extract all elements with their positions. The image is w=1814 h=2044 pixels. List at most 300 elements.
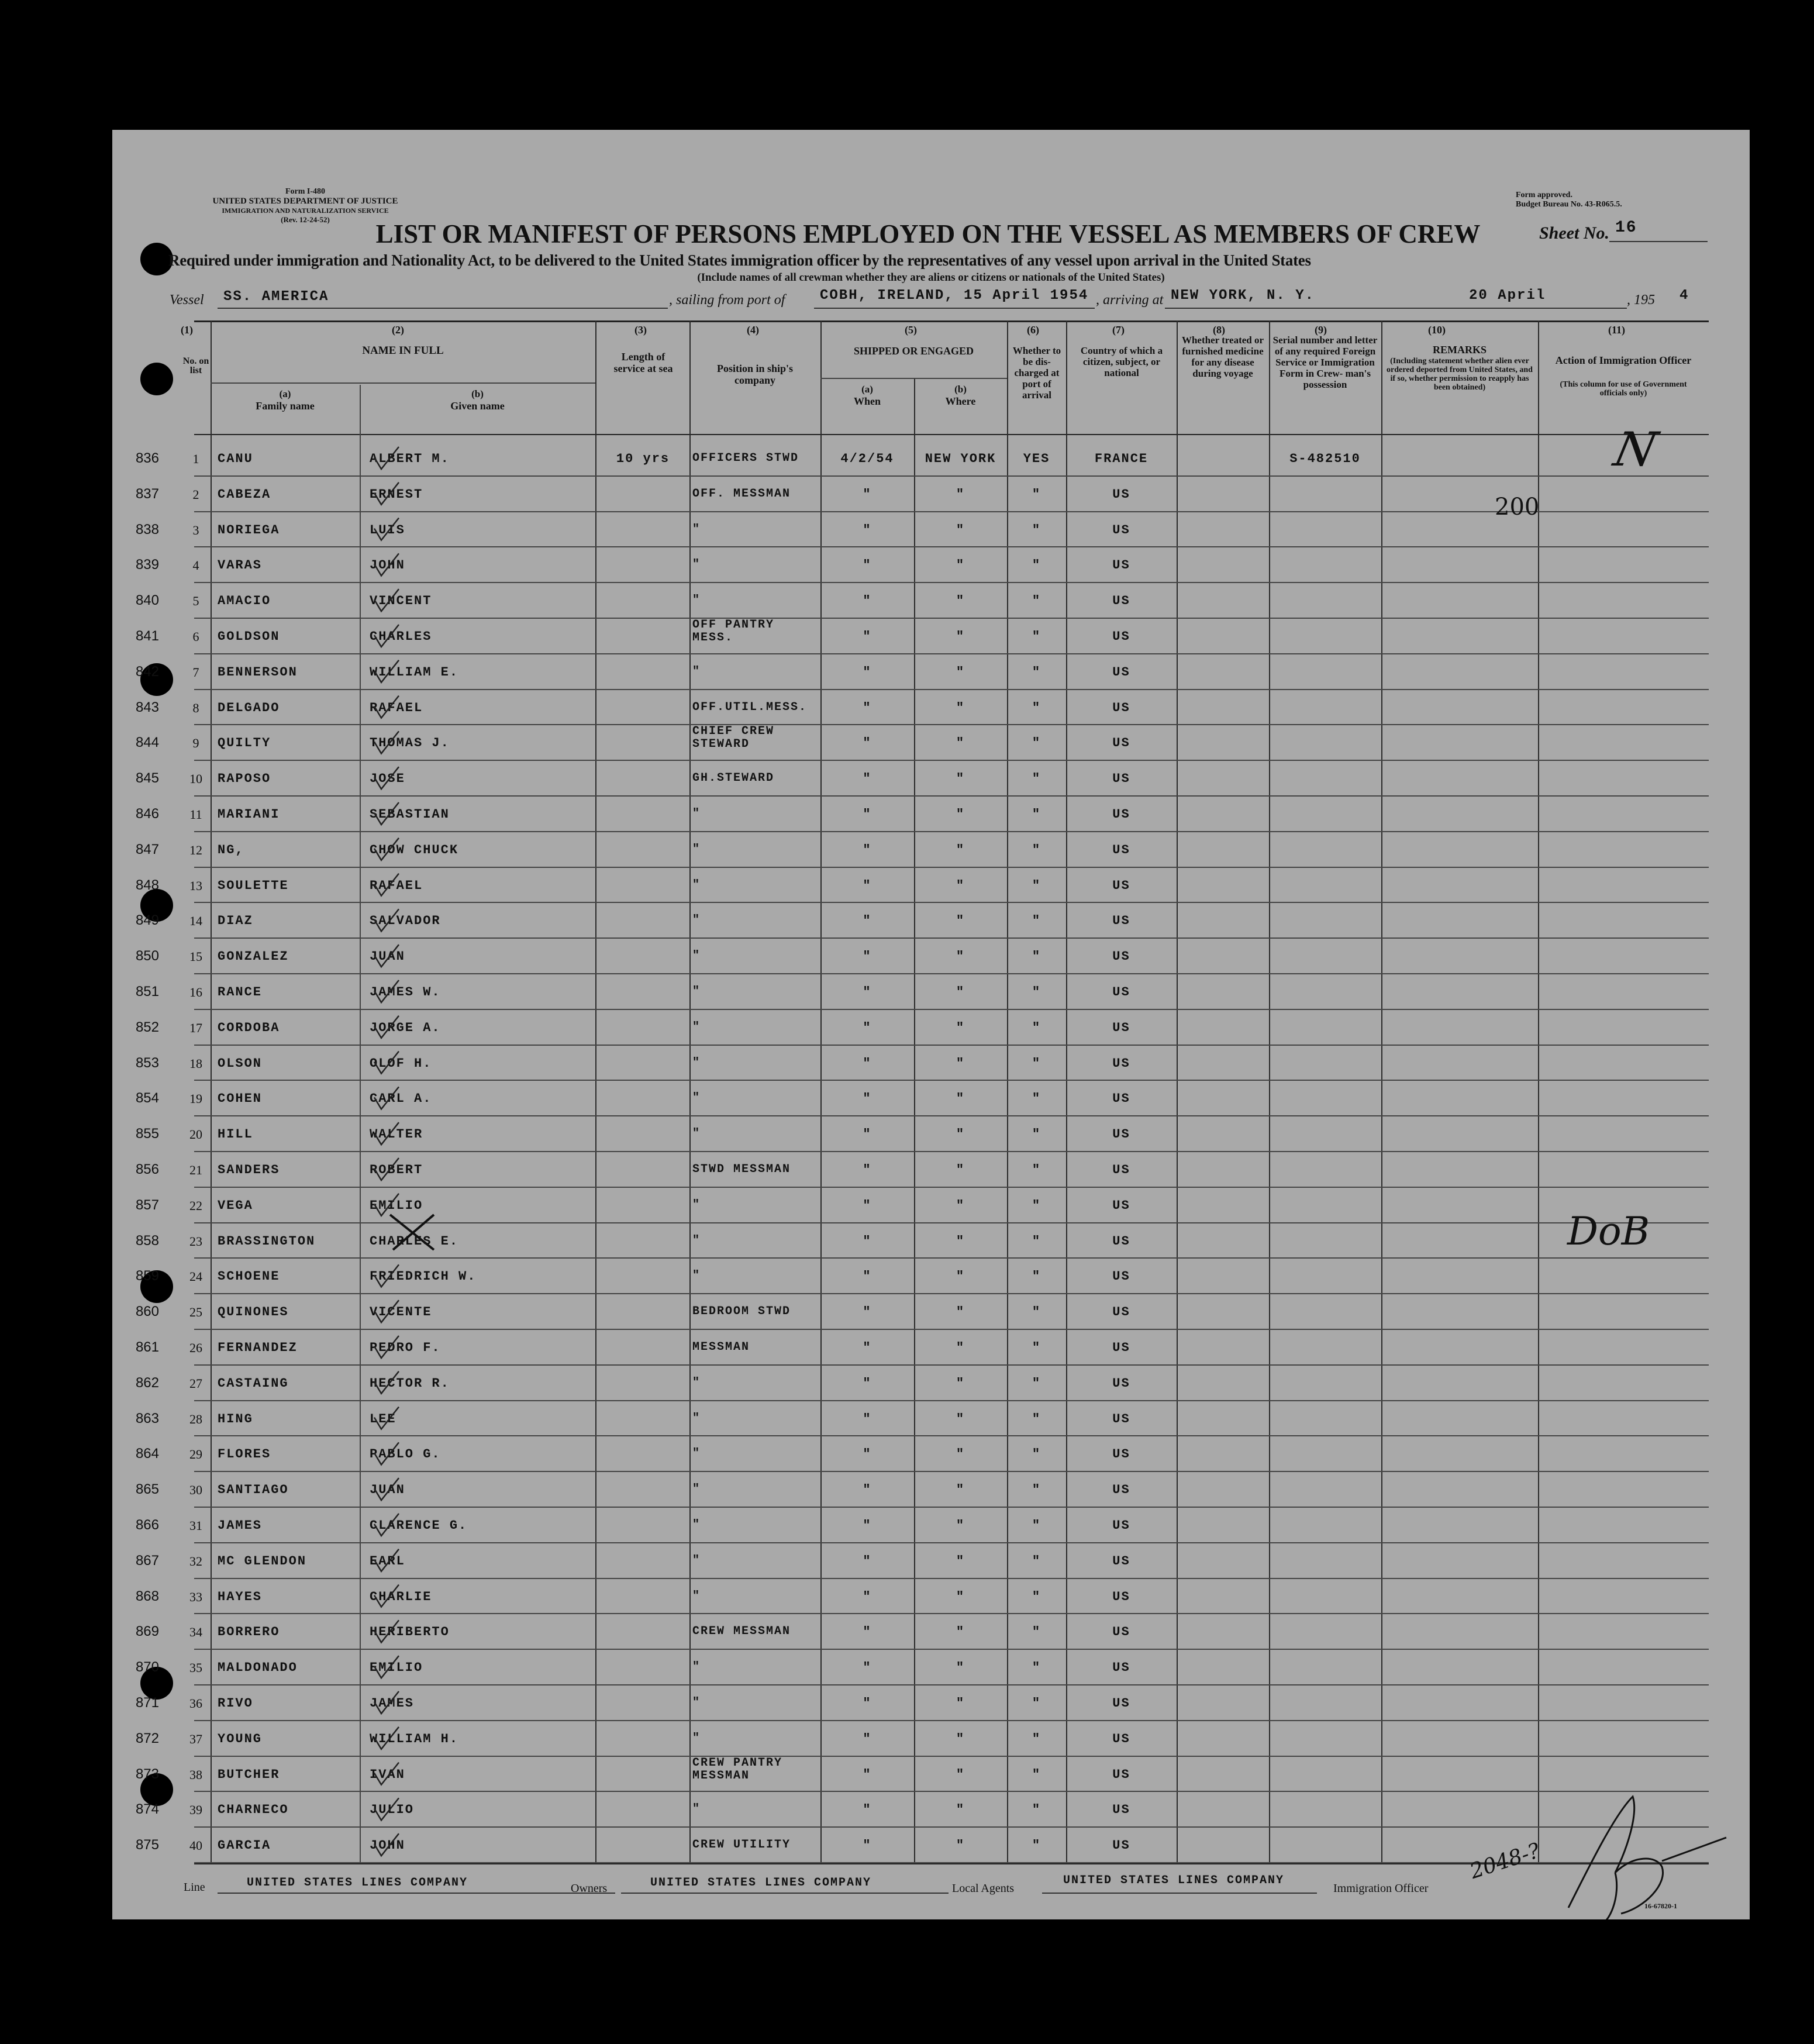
cell-disch: " <box>1032 985 1042 999</box>
hdr-given: Given name <box>450 400 505 412</box>
cell-no: 33 <box>189 1589 202 1604</box>
cell-no: 7 <box>192 664 199 680</box>
cell-country: US <box>1112 1198 1130 1213</box>
arriving-label: , arriving at <box>1096 292 1164 308</box>
cell-country: US <box>1112 1091 1130 1107</box>
cell-position: " <box>692 1233 701 1247</box>
cell-country: US <box>1112 1305 1130 1320</box>
check-mark <box>374 589 399 611</box>
cell-where: " <box>956 1376 965 1391</box>
cell-when: " <box>863 487 872 502</box>
cell-disch: " <box>1032 487 1042 502</box>
budget-number: Budget Bureau No. 43-R065.5. <box>1516 200 1622 209</box>
cell-no: 10 <box>189 771 202 787</box>
x-mark-row23 <box>387 1212 440 1253</box>
cell-position: " <box>692 1411 701 1425</box>
check-mark <box>374 1442 399 1464</box>
cell-given: CHARLES E. <box>370 1233 459 1249</box>
cell-where: " <box>956 1305 965 1320</box>
cell-given: JORGE A. <box>370 1020 441 1035</box>
cell-country: US <box>1112 878 1130 893</box>
revision: (Rev. 12-24-52) <box>281 215 330 224</box>
officer-signature <box>1545 1791 1732 1919</box>
cell-family: SANDERS <box>218 1163 280 1177</box>
row-left-number: 867 <box>135 1552 159 1569</box>
cell-family: CHARNECO <box>218 1802 289 1818</box>
cell-when: " <box>863 878 872 893</box>
cell-where: " <box>956 771 965 787</box>
cell-country: US <box>1112 1411 1130 1426</box>
cell-position: CREW PANTRY MESSMAN <box>692 1756 783 1783</box>
cell-given: LEE <box>370 1411 396 1426</box>
cell-where: " <box>956 1340 965 1355</box>
cell-given: JOHN <box>370 1838 405 1853</box>
row-left-number: 856 <box>135 1161 159 1177</box>
check-mark <box>374 1656 399 1678</box>
cell-given: VICENTE <box>370 1305 432 1320</box>
cell-no: 13 <box>189 878 202 893</box>
cell-disch: " <box>1032 629 1042 644</box>
cell-position: " <box>692 1518 701 1532</box>
cell-when: 4/2/54 <box>840 451 894 466</box>
cell-when: " <box>863 700 872 715</box>
row-left-number: 860 <box>135 1304 159 1320</box>
cell-country: US <box>1112 1802 1130 1818</box>
row-left-number: 868 <box>135 1588 159 1604</box>
cell-when: " <box>863 558 872 573</box>
cell-position: " <box>692 1483 701 1497</box>
cell-no: 18 <box>189 1056 202 1071</box>
service: IMMIGRATION AND NATURALIZATION SERVICE <box>222 206 389 215</box>
cell-disch: " <box>1032 594 1042 609</box>
cell-given: JOHN <box>370 558 405 573</box>
cell-country: US <box>1112 1838 1130 1853</box>
row-left-number: 838 <box>135 521 159 537</box>
cell-where: " <box>956 1802 965 1818</box>
cell-when: " <box>863 949 872 964</box>
cell-when: " <box>863 1767 872 1782</box>
cell-country: US <box>1112 1625 1130 1640</box>
cell-country: US <box>1112 1127 1130 1142</box>
form-approved: Form approved. <box>1516 191 1572 199</box>
cell-position: " <box>692 1447 701 1461</box>
check-mark <box>374 447 399 469</box>
cell-country: US <box>1112 949 1130 964</box>
cell-given: VINCENT <box>370 594 432 609</box>
cell-given: RAFAEL <box>370 878 423 893</box>
cell-no: 24 <box>189 1269 202 1284</box>
cell-disch: " <box>1032 1625 1042 1640</box>
cell-country: US <box>1112 487 1130 502</box>
cell-country: US <box>1112 664 1130 680</box>
hdr-family: Family name <box>256 400 315 412</box>
cell-given: LUIS <box>370 522 405 537</box>
year-label: , 195 <box>1627 292 1655 308</box>
hdr-country: Country of which a citizen, subject, or national <box>1080 345 1163 378</box>
cell-given: JAMES <box>370 1696 415 1711</box>
cell-disch: " <box>1032 1305 1042 1320</box>
cell-family: QUINONES <box>218 1305 289 1320</box>
row-left-number: 840 <box>135 592 159 609</box>
form-number: Form I-480 <box>285 187 326 196</box>
cell-when: " <box>863 629 872 644</box>
cell-when: " <box>863 842 872 857</box>
cell-when: " <box>863 1625 872 1640</box>
cell-country: US <box>1112 1163 1130 1177</box>
row-left-number: 861 <box>135 1339 159 1355</box>
cell-country: US <box>1112 1589 1130 1604</box>
hdr-serial: Serial number and letter of any required Foreign Service or Immigration Form in Crew- man's possession <box>1272 335 1378 390</box>
cell-position: " <box>692 842 701 856</box>
cell-family: NORIEGA <box>218 522 280 537</box>
cell-when: " <box>863 1447 872 1462</box>
cell-serial: S-482510 <box>1289 451 1361 466</box>
cell-family: RAPOSO <box>218 771 271 787</box>
cell-when: " <box>863 1340 872 1355</box>
check-mark <box>374 1478 399 1500</box>
check-mark <box>374 1691 399 1714</box>
check-mark <box>374 553 399 575</box>
cell-when: " <box>863 1269 872 1284</box>
cell-where: " <box>956 594 965 609</box>
cell-no: 19 <box>189 1091 202 1107</box>
check-mark <box>374 696 399 718</box>
cell-disch: " <box>1032 1127 1042 1142</box>
row-left-number: 836 <box>135 450 159 466</box>
cell-no: 6 <box>192 629 199 644</box>
row-left-number: 857 <box>135 1197 159 1213</box>
cell-disch: " <box>1032 1802 1042 1818</box>
sailing-label: , sailing from port of <box>669 292 785 308</box>
cell-family: VARAS <box>218 558 263 573</box>
cell-country: US <box>1112 594 1130 609</box>
cell-country: US <box>1112 558 1130 573</box>
check-mark <box>374 1763 399 1785</box>
cell-when: " <box>863 1802 872 1818</box>
cell-where: " <box>956 700 965 715</box>
row-left-number: 850 <box>135 948 159 964</box>
cell-when: " <box>863 1376 872 1391</box>
cell-when: " <box>863 1233 872 1249</box>
cell-where: " <box>956 1589 965 1604</box>
cell-disch: " <box>1032 1269 1042 1284</box>
check-mark <box>374 980 399 1002</box>
arrival-port: NEW YORK, N. Y. <box>1171 288 1315 304</box>
cell-position: MESSMAN <box>692 1340 750 1354</box>
cell-position: " <box>692 1696 701 1709</box>
row-left-number: 845 <box>135 770 159 787</box>
cell-family: HAYES <box>218 1589 263 1604</box>
cell-position: GH.STEWARD <box>692 771 775 785</box>
cell-when: " <box>863 1127 872 1142</box>
cell-position: " <box>692 1020 701 1034</box>
cell-given: IVAN <box>370 1767 405 1782</box>
cell-when: " <box>863 1056 872 1071</box>
cell-position: OFF PANTRY MESS. <box>692 618 775 644</box>
cell-position: " <box>692 1553 701 1567</box>
cell-position: OFFICERS STWD <box>692 451 799 465</box>
hdr-action: Action of Immigration Officer <box>1555 354 1692 366</box>
cell-country: US <box>1112 1731 1130 1746</box>
cell-family: YOUNG <box>218 1731 263 1746</box>
cell-no: 21 <box>189 1163 202 1177</box>
cell-where: " <box>956 558 965 573</box>
cell-given: CHARLIE <box>370 1589 432 1604</box>
cell-position: " <box>692 878 701 892</box>
cell-where: " <box>956 1553 965 1569</box>
owners-company: UNITED STATES LINES COMPANY <box>650 1876 872 1890</box>
cell-disch: " <box>1032 1376 1042 1391</box>
cell-family: VEGA <box>218 1198 253 1213</box>
cell-no: 17 <box>189 1020 202 1035</box>
cell-no: 14 <box>189 914 202 929</box>
cell-given: EARL <box>370 1553 405 1569</box>
cell-position: " <box>692 1269 701 1283</box>
cell-position: " <box>692 1589 701 1603</box>
cell-disch: YES <box>1023 451 1050 466</box>
row-left-number: 866 <box>135 1517 159 1533</box>
cell-position: " <box>692 1091 701 1105</box>
hdr-when-a: (a) <box>861 384 873 395</box>
cell-country: US <box>1112 1376 1130 1391</box>
arrival-date: 20 April <box>1469 288 1546 304</box>
check-mark <box>374 874 399 896</box>
cell-when: " <box>863 1589 872 1604</box>
cell-given: WALTER <box>370 1127 423 1142</box>
cell-family: HILL <box>218 1127 253 1142</box>
cell-where: " <box>956 878 965 893</box>
cell-when: " <box>863 1483 872 1498</box>
cell-disch: " <box>1032 664 1042 680</box>
cell-position: " <box>692 1376 701 1390</box>
cell-given: CARL A. <box>370 1091 432 1107</box>
row-left-number: 862 <box>135 1374 159 1391</box>
cell-disch: " <box>1032 1696 1042 1711</box>
hdr-shipped: SHIPPED OR ENGAGED <box>853 345 974 357</box>
cell-country: US <box>1112 1056 1130 1071</box>
agents-company: UNITED STATES LINES COMPANY <box>1063 1874 1285 1887</box>
cell-given: CHOW CHUCK <box>370 842 459 857</box>
check-marks <box>334 440 428 1861</box>
check-mark <box>374 518 399 540</box>
row-left-number: 851 <box>135 984 159 999</box>
hdr-given-b: (b) <box>471 388 484 399</box>
cell-no: 23 <box>189 1233 202 1249</box>
cell-given: ROBERT <box>370 1163 423 1177</box>
check-mark <box>374 1300 399 1322</box>
cell-where: " <box>956 664 965 680</box>
cell-country: US <box>1112 1340 1130 1355</box>
check-mark <box>374 1264 399 1287</box>
cell-disch: " <box>1032 1838 1042 1853</box>
cell-given: PABLO G. <box>370 1447 441 1462</box>
cell-disch: " <box>1032 1447 1042 1462</box>
cell-no: 15 <box>189 949 202 964</box>
cell-where: " <box>956 1660 965 1676</box>
cell-no: 16 <box>189 985 202 999</box>
cell-family: FERNANDEZ <box>218 1340 298 1355</box>
cell-country: US <box>1112 1767 1130 1782</box>
cell-position: CREW UTILITY <box>692 1838 791 1852</box>
form-title: LIST OR MANIFEST OF PERSONS EMPLOYED ON THE VESSEL AS MEMBERS OF CREW <box>375 219 1481 249</box>
cell-country: US <box>1112 736 1130 751</box>
hdr-position: Position in ship's company <box>716 363 794 386</box>
cell-given: RAFAEL <box>370 700 423 715</box>
cell-position: " <box>692 1056 701 1070</box>
cell-family: AMACIO <box>218 594 271 609</box>
col-num-4: (4) <box>747 324 759 336</box>
row-left-number: 853 <box>135 1054 159 1071</box>
cell-no: 3 <box>192 522 199 537</box>
cell-where: " <box>956 1625 965 1640</box>
print-code: 16-67820-1 <box>1644 1902 1677 1910</box>
hdr-remarks: REMARKS <box>1432 344 1487 356</box>
cell-family: CANU <box>218 451 253 466</box>
vessel-label: Vessel <box>170 292 204 308</box>
cell-country: US <box>1112 1696 1130 1711</box>
row-left-number: 848 <box>135 877 159 893</box>
col-num-3: (3) <box>634 324 647 336</box>
cell-when: " <box>863 1305 872 1320</box>
row-left-number: 841 <box>135 628 159 644</box>
cell-family: CABEZA <box>218 487 271 502</box>
cell-disch: " <box>1032 878 1042 893</box>
cell-when: " <box>863 1163 872 1177</box>
cell-position: " <box>692 914 701 928</box>
cell-position: " <box>692 558 701 572</box>
year-digit: 4 <box>1679 288 1689 304</box>
hdr-discharged: Whether to be dis- charged at port of arrival <box>1012 345 1061 401</box>
cell-where: " <box>956 1518 965 1533</box>
col-num-8: (8) <box>1213 324 1225 336</box>
cell-position: CREW MESSMAN <box>692 1625 791 1639</box>
hdr-length: Length of service at sea <box>613 351 673 374</box>
cell-length: 10 yrs <box>616 451 670 466</box>
cell-country: US <box>1112 1518 1130 1533</box>
check-mark <box>374 1336 399 1358</box>
cell-no: 30 <box>189 1483 202 1498</box>
cell-position: OFF.UTIL.MESS. <box>692 700 808 714</box>
col-num-9: (9) <box>1315 324 1327 336</box>
cell-where: NEW YORK <box>925 451 996 466</box>
cell-country: US <box>1112 522 1130 537</box>
cell-family: MARIANI <box>218 807 280 822</box>
cell-where: " <box>956 736 965 751</box>
cell-no: 5 <box>192 594 199 609</box>
row-left-number: 849 <box>135 912 159 929</box>
sheet-label: Sheet No. <box>1539 223 1609 243</box>
cell-where: " <box>956 1163 965 1177</box>
cell-position: " <box>692 1731 701 1745</box>
cell-disch: " <box>1032 736 1042 751</box>
sheet-number: 16 <box>1615 219 1637 237</box>
check-mark <box>374 731 399 753</box>
row-left-number: 875 <box>135 1837 159 1853</box>
cell-family: BUTCHER <box>218 1767 280 1782</box>
cell-when: " <box>863 1020 872 1035</box>
cell-family: CASTAING <box>218 1376 289 1391</box>
cell-given: PEDRO F. <box>370 1340 441 1355</box>
cell-no: 25 <box>189 1305 202 1320</box>
cell-family: GOLDSON <box>218 629 280 644</box>
cell-country: US <box>1112 1447 1130 1462</box>
cell-when: " <box>863 1553 872 1569</box>
cell-position: " <box>692 1802 701 1816</box>
cell-family: CORDOBA <box>218 1020 280 1035</box>
cell-no: 22 <box>189 1198 202 1213</box>
remarks-note-row2: 200 <box>1495 494 1540 521</box>
cell-when: " <box>863 985 872 999</box>
include-statement: (Include names of all crewman whether they are aliens or citizens or nationals of the United States) <box>697 271 1165 284</box>
cell-family: BENNERSON <box>218 664 298 680</box>
cell-family: SCHOENE <box>218 1269 280 1284</box>
row-left-number: 843 <box>135 699 159 715</box>
hdr-action-note: (This column for use of Government officials only) <box>1560 380 1687 398</box>
hdr-medicine: Whether treated or furnished medicine for any disease during voyage <box>1181 335 1264 379</box>
row-left-number: 842 <box>135 663 159 680</box>
check-mark <box>374 1514 399 1536</box>
cell-position: " <box>692 1660 701 1674</box>
cell-disch: " <box>1032 1340 1042 1355</box>
cell-position: BEDROOM STWD <box>692 1305 791 1319</box>
cell-given: JAMES W. <box>370 985 441 999</box>
row-left-number: 873 <box>135 1766 159 1782</box>
check-mark <box>374 1016 399 1038</box>
required-statement: Required under immigration and Nationality Act, to be delivered to the United States immigration officer by the representatives of any vessel upon arrival in the United States <box>168 251 1311 269</box>
cell-disch: " <box>1032 1731 1042 1746</box>
cell-given: SEBASTIAN <box>370 807 450 822</box>
cell-disch: " <box>1032 1589 1042 1604</box>
hdr-when: When <box>853 395 881 407</box>
cell-disch: " <box>1032 1020 1042 1035</box>
cell-where: " <box>956 1696 965 1711</box>
row-left-number: 869 <box>135 1624 159 1640</box>
check-mark <box>374 482 399 505</box>
cell-family: JAMES <box>218 1518 263 1533</box>
cell-where: " <box>956 1731 965 1746</box>
cell-country: US <box>1112 771 1130 787</box>
cell-given: EMILIO <box>370 1198 423 1213</box>
cell-when: " <box>863 1696 872 1711</box>
cell-no: 2 <box>192 487 199 502</box>
cell-disch: " <box>1032 1518 1042 1533</box>
cell-when: " <box>863 1838 872 1853</box>
check-mark <box>374 802 399 825</box>
cell-disch: " <box>1032 1767 1042 1782</box>
cell-when: " <box>863 914 872 929</box>
cell-disch: " <box>1032 1056 1042 1071</box>
cell-no: 36 <box>189 1696 202 1711</box>
hdr-no-on-list: No. on list <box>182 356 209 375</box>
row-left-number: 852 <box>135 1019 159 1035</box>
cell-position: " <box>692 807 701 821</box>
cell-no: 39 <box>189 1802 202 1818</box>
cell-family: OLSON <box>218 1056 263 1071</box>
cell-family: GARCIA <box>218 1838 271 1853</box>
cell-country: US <box>1112 914 1130 929</box>
cell-given: EMILIO <box>370 1660 423 1676</box>
cell-where: " <box>956 1091 965 1107</box>
cell-family: SANTIAGO <box>218 1483 289 1498</box>
cell-given: CLARENCE G. <box>370 1518 468 1533</box>
cell-given: SALVADOR <box>370 914 441 929</box>
cell-no: 31 <box>189 1518 202 1533</box>
cell-no: 9 <box>192 736 199 751</box>
cell-country: US <box>1112 1483 1130 1498</box>
cell-country: US <box>1112 1269 1130 1284</box>
cell-no: 12 <box>189 842 202 857</box>
cell-country: US <box>1112 1020 1130 1035</box>
